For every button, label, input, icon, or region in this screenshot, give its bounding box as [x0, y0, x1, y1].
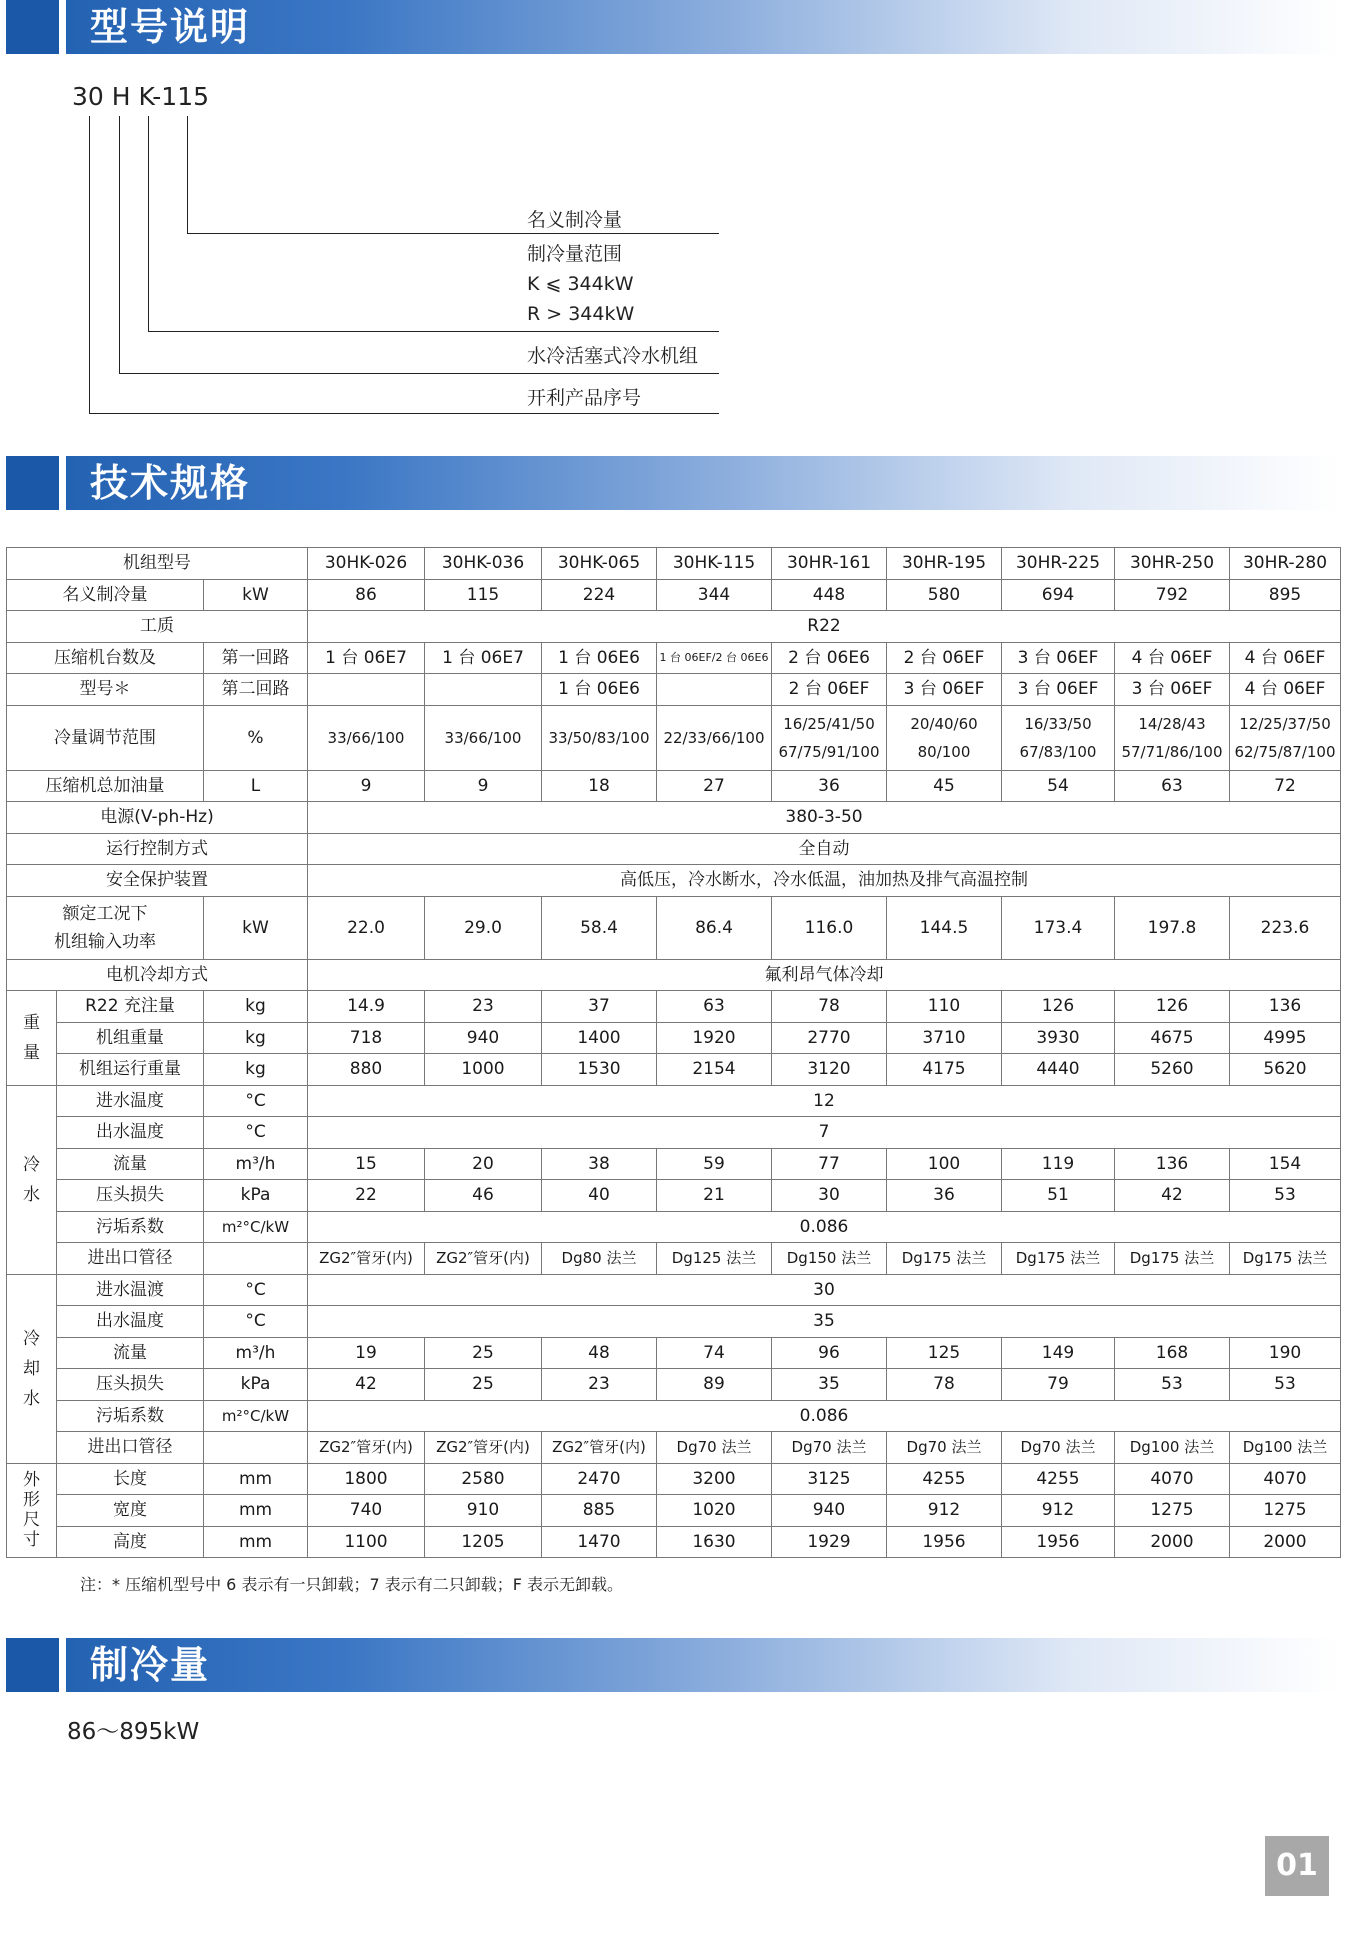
capacity-range: 86～895kW [67, 1719, 200, 1745]
table-row-header: 机组型号 30HK-026 30HK-036 30HK-065 30HK-115 30HR-161 30HR-195 30HR-225 30HR-250 30HR-280 [7, 548, 1341, 580]
table-note: 注：* 压缩机型号中 6 表示有一只卸载；7 表示有二只卸载；F 表示无卸载。 [80, 1575, 623, 1594]
table-row-control: 运行控制方式 全自动 [7, 833, 1341, 865]
section-title-spec: 技术规格 [90, 461, 251, 505]
table-row-input-power: 额定工况下 机组输入功率 kW 22.0 29.0 58.4 86.4 116.0 144.5 173.4 197.8 223.6 [7, 896, 1341, 959]
section-banner-spec [6, 456, 1340, 510]
table-row-width: 宽度 mm 740 910 885 1020 940 912 912 1275 1275 [7, 1495, 1341, 1527]
table-row-cw-inlet: 冷 却 水 进水温渡 °C 30 [7, 1274, 1341, 1306]
table-row-height: 高度 mm 1100 1205 1470 1630 1929 1956 1956 2000 2000 [7, 1526, 1341, 1558]
table-row-operating-weight: 机组运行重量 kg 880 1000 1530 2154 3120 4175 4440 5260 5620 [7, 1054, 1341, 1086]
section-title-model: 型号说明 [90, 5, 251, 49]
legend-r: R > 344kW [527, 303, 635, 325]
table-row-chw-fouling: 污垢系数 m²°C/kW 0.086 [7, 1211, 1341, 1243]
table-row-cw-flow: 流量 m³/h 19 25 48 74 96 125 149 168 190 [7, 1337, 1341, 1369]
table-row-oil: 压缩机总加油量 L 9 9 18 27 36 45 54 63 72 [7, 770, 1341, 802]
table-row-cw-pipe: 进出口管径 ZG2″管牙(内) ZG2″管牙(内) ZG2″管牙(内) Dg70 法兰 Dg70 法兰 Dg70 法兰 Dg70 法兰 Dg100 法兰 Dg100 法兰 [7, 1432, 1341, 1464]
table-row-compressor-2: 型号＊ 第二回路 1 台 06E6 2 台 06EF 3 台 06EF 3 台 06EF 3 台 06EF 4 台 06EF [7, 674, 1341, 706]
table-row-cw-fouling: 污垢系数 m²°C/kW 0.086 [7, 1400, 1341, 1432]
table-row-cw-outlet: 出水温度 °C 35 [7, 1306, 1341, 1338]
table-row-power-supply: 电源(V-ph-Hz) 380-3-50 [7, 802, 1341, 834]
section-title-capacity: 制冷量 [90, 1643, 211, 1687]
table-row-unit-weight: 机组重量 kg 718 940 1400 1920 2770 3710 3930 4675 4995 [7, 1022, 1341, 1054]
page-number: 01 [1265, 1836, 1329, 1896]
legend-capacity: 名义制冷量 [527, 209, 623, 231]
table-row-chw-outlet: 出水温度 °C 7 [7, 1117, 1341, 1149]
section-banner-capacity [6, 1638, 1340, 1692]
table-row-chw-pressure: 压头损失 kPa 22 46 40 21 30 36 51 42 53 [7, 1180, 1341, 1212]
table-row-regulation: 冷量调节范围 % 33/66/100 33/66/100 33/50/83/100 22/33/66/100 16/25/41/50 67/75/91/100 20/40/60 80/100 16/33/50 67/83/100 14/28/43 57/71/86/100 12/25/37/50 62/75/87/100 [7, 705, 1341, 770]
section-banner-model [6, 0, 1340, 54]
table-row-protection: 安全保护装置 高低压，冷水断水，冷水低温，油加热及排气高温控制 [7, 865, 1341, 897]
table-row-r22-charge: 重 量 R22 充注量 kg 14.9 23 37 63 78 110 126 126 136 [7, 991, 1341, 1023]
legend-type: 水冷活塞式冷水机组 [527, 345, 699, 367]
table-row-motor-cooling: 电机冷却方式 氟利昂气体冷却 [7, 959, 1341, 991]
legend-k: K ⩽ 344kW [527, 273, 634, 295]
table-row-refrigerant: 工质 R22 [7, 611, 1341, 643]
legend-serial: 开利产品序号 [527, 387, 642, 409]
model-code: 30 H K-115 [72, 82, 210, 111]
spec-table [6, 547, 1341, 1558]
table-row-capacity: 名义制冷量 kW 86 115 224 344 448 580 694 792 895 [7, 579, 1341, 611]
table-row-chw-pipe: 进出口管径 ZG2″管牙(内) ZG2″管牙(内) Dg80 法兰 Dg125 法兰 Dg150 法兰 Dg175 法兰 Dg175 法兰 Dg175 法兰 Dg175 法兰 [7, 1243, 1341, 1275]
table-row-length: 外 形 尺 寸 长度 mm 1800 2580 2470 3200 3125 4255 4255 4070 4070 [7, 1463, 1341, 1495]
table-row-compressor-1: 压缩机台数及 第一回路 1 台 06E7 1 台 06E7 1 台 06E6 1 台 06EF/2 台 06E6 2 台 06E6 2 台 06EF 3 台 06EF 4 台 06EF 4 台 06EF [7, 642, 1341, 674]
legend-range: 制冷量范围 [527, 243, 623, 265]
table-row-chw-flow: 流量 m³/h 15 20 38 59 77 100 119 136 154 [7, 1148, 1341, 1180]
table-row-chw-inlet: 冷 水 进水温度 °C 12 [7, 1085, 1341, 1117]
table-row-cw-pressure: 压头损失 kPa 42 25 23 89 35 78 79 53 53 [7, 1369, 1341, 1401]
